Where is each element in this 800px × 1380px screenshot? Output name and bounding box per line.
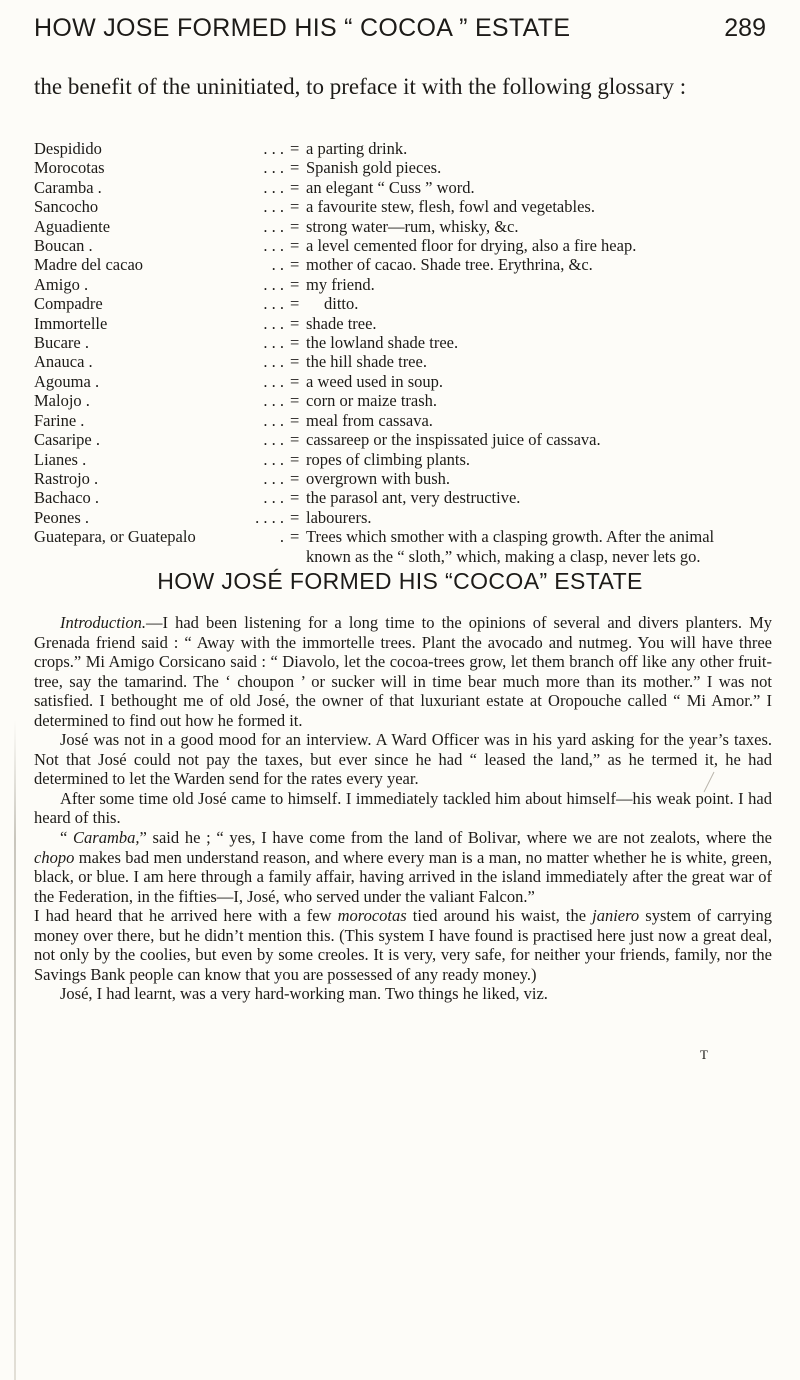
glossary-term: Amigo . [34,274,89,294]
dot-leader: . . . . [255,507,284,527]
glossary-term-cell [34,314,290,333]
glossary-definition: ditto. [324,294,359,314]
glossary-term: Compadre [34,294,103,314]
glossary-term-cell [34,450,290,469]
glossary-entry [34,275,774,294]
italic-word: morocotas [337,906,407,926]
glossary-definition: Trees which smother with a clasping growth. After the animal known as the “ sloth,” which, making a clasp, never lets go. [306,527,715,566]
glossary-term: Farine . [34,410,85,430]
equals-sign: = [290,352,300,372]
glossary-entry [34,236,774,255]
glossary-entry [34,508,774,527]
section-title: HOW JOSÉ FORMED HIS “COCOA” ESTATE [157,568,643,594]
glossary-definition: a favourite stew, flesh, fowl and vegetables. [306,197,595,217]
equals-sign: = [290,139,300,158]
glossary-term-cell [34,411,290,430]
dot-leader: . . . [263,430,284,450]
equals-sign: = [290,216,300,236]
glossary-definition: cassareep or the inspissated juice of cassava. [306,430,601,450]
equals-sign: = [290,177,300,197]
dot-leader: . . . [263,488,284,508]
glossary-entry [34,314,774,333]
glossary-term: Aguadiente [34,216,111,236]
dot-leader: . . . [263,274,284,294]
dot-leader: . . . [263,410,284,430]
glossary-term: Casaripe . [34,430,100,450]
glossary-term-cell [34,488,290,507]
glossary-definition: labourers. [306,507,372,527]
glossary-term-cell [34,391,290,410]
body-text [34,613,772,1004]
glossary-term: Caramba . [34,177,102,197]
paragraph-text: —I had been listening for a long time to the opinions of several and divers planters. My Grenada friend said : “ Away with the immortelle trees. Plant the avocado and nutmeg. You will have three crops.” Mi Amigo Corsicano said : “ Diavolo, let the cocoa-trees grow, let them branch off like any other fruit-tree, say the tamarind. The ‘ choupon ’ or sucker will in time bear much more than its mother.” I was not satisfied. I bethought me of old José, the owner of that luxuriant estate at Oropouche called “ Mi Amor.” I determined to find out how he formed it. [34,613,772,730]
page-edge-shadow [14,720,16,1380]
glossary-term: Boucan . [34,236,93,256]
paragraph-ward-officer: José was not in a good mood for an interview. A Ward Officer was in his yard asking for the year’s taxes. Not that José could not pay the taxes, but ever since he had “ leased the land,” as he termed it, he had determined to let the Warden send for the rates every year. [34,730,772,789]
glossary-entry [34,527,774,566]
paragraph-morocotas [34,906,772,984]
dot-leader: . . . [263,352,284,372]
glossary-term-cell [34,217,290,236]
dot-leader: . [279,527,284,547]
glossary-term-cell [34,294,290,313]
glossary-term: Lianes . [34,449,87,469]
glossary-entry [34,411,774,430]
equals-sign: = [290,333,300,353]
glossary-entry [34,450,774,469]
glossary-entry [34,255,774,274]
glossary-term-cell [34,236,290,255]
glossary-term: Immortelle [34,313,108,333]
glossary-definition: a parting drink. [306,139,408,158]
glossary-term-cell [34,158,290,177]
glossary-entry [34,197,774,216]
glossary-term-cell [34,469,290,488]
glossary-term-cell [34,255,290,274]
signature-mark: T [700,1047,708,1062]
glossary-term: Madre del cacao [34,255,144,275]
glossary-entry [34,488,774,507]
glossary-definition: a weed used in soup. [306,371,444,391]
introduction-label: Introduction. [60,613,147,632]
glossary-term-cell [34,275,290,294]
italic-word: chopo [34,847,75,867]
glossary-definition: ropes of climbing plants. [306,449,471,469]
glossary-term: Morocotas [34,158,105,178]
glossary-entry [34,391,774,410]
glossary-term: Despidido [34,139,102,158]
running-title: HOW JOSE FORMED HIS “ COCOA ” ESTATE [34,14,571,42]
glossary-term: Malojo . [34,391,90,411]
glossary-entry [34,430,774,449]
equals-sign: = [290,391,300,411]
glossary-term-cell [34,508,290,527]
glossary-term: Guatepara, or Guatepalo [34,527,196,547]
dot-leader: . . . [263,468,284,488]
glossary-entry [34,333,774,352]
glossary-entry [34,469,774,488]
dot-leader: . . . [263,158,284,178]
dot-leader: . . . [263,236,284,256]
glossary-definition: shade tree. [306,313,377,333]
glossary-definition: strong water—rum, whisky, &c. [306,216,519,236]
paragraph-text: tied around his waist, the [406,906,593,926]
equals-sign: = [290,410,300,430]
glossary-entry [34,294,774,313]
glossary-term-cell [34,178,290,197]
glossary-list [34,139,774,566]
glossary-definition: corn or maize trash. [306,391,438,411]
dot-leader: . . . [263,449,284,469]
dot-leader: . . . [263,294,284,314]
paragraph-hard-working: José, I had learnt, was a very hard-working man. Two things he liked, viz. [60,984,548,1004]
glossary-term: Peones . [34,507,89,527]
equals-sign: = [290,488,300,508]
equals-sign: = [290,274,300,294]
running-head [34,14,766,50]
glossary-definition: meal from cassava. [306,410,433,430]
equals-sign: = [290,255,300,275]
glossary-term-cell [34,352,290,371]
glossary-definition: overgrown with bush. [306,468,451,488]
equals-sign: = [290,197,300,217]
paragraph-text: system of carrying money over there, but he didn’t mention this. (This system I have found is practised here just now a great deal, not only by the coolies, but even by some creoles. It is very, very safe, for neither your friends, family, nor the Savings Bank people can know that you are possessed of any ready money.) [34,906,772,984]
dot-leader: . . . [263,216,284,236]
glossary-term: Rastrojo . [34,468,99,488]
glossary-term-cell [34,139,290,158]
paragraph-introduction [34,613,772,730]
glossary-definition: my friend. [306,274,375,294]
paragraph-bolivar [34,828,772,906]
glossary-definition: a level cemented floor for drying, also a fire heap. [306,236,637,256]
dot-leader: . . . [263,197,284,217]
lead-paragraph: the benefit of the uninitiated, to preface it with the following glossary : [34,74,687,99]
equals-sign: = [290,313,300,333]
glossary-entry [34,178,774,197]
glossary-entry [34,372,774,391]
dot-leader: . . . [263,371,284,391]
dot-leader: . . . [263,391,284,411]
equals-sign: = [290,449,300,469]
italic-word: Caramba, [73,828,140,848]
italic-word: janiero [592,906,640,926]
equals-sign: = [290,158,300,178]
glossary-term-cell [34,527,290,566]
glossary-term-cell [34,430,290,449]
glossary-entry [34,158,774,177]
glossary-definition: the parasol ant, very destructive. [306,488,521,508]
glossary-definition: Spanish gold pieces. [306,158,442,178]
glossary-term: Bucare . [34,333,89,353]
equals-sign: = [290,430,300,450]
glossary-term: Agouma . [34,371,100,391]
dot-leader: . . . [263,333,284,353]
equals-sign: = [290,468,300,488]
dot-leader: . . . [263,313,284,333]
glossary-term: Anauca . [34,352,93,372]
paragraph-text: makes bad men understand reason, and where every man is a man, no matter whether he is white, green, black, or blue. I am here through a family affair, having arrived in the island immediately after the great war of the Federation, in the fifties—I, José, who served under the valiant Falcon.” [34,847,772,906]
equals-sign: = [290,371,300,391]
equals-sign: = [290,236,300,256]
paragraph-text: “ [60,828,74,848]
dot-leader: . . [271,255,284,275]
glossary-definition: the hill shade tree. [306,352,427,372]
equals-sign: = [290,507,300,527]
paragraph-text: ” said he ; “ yes, I have come from the land of Bolivar, where we are not zealots, where the [139,828,772,848]
glossary-entry [34,217,774,236]
equals-sign: = [290,294,300,314]
paragraph-weak-point: After some time old José came to himself. I immediately tackled him about himself—his weak point. I had heard of this. [34,788,772,828]
dot-leader: . . . [263,177,284,197]
paragraph-text: I had heard that he arrived here with a few [34,906,338,926]
paper-scuff-mark [702,770,716,794]
glossary-term-cell [34,372,290,391]
glossary-definition: the lowland shade tree. [306,333,459,353]
glossary-term: Bachaco . [34,488,100,508]
dot-leader: . . . [263,139,284,158]
page-number: 289 [724,14,766,42]
equals-sign: = [290,527,300,547]
glossary-entry [34,139,774,158]
glossary-term-cell [34,197,290,216]
glossary-term-cell [34,333,290,352]
glossary-term: Sancocho [34,197,99,217]
glossary-definition: mother of cacao. Shade tree. Erythrina, &c. [306,255,593,275]
glossary-entry [34,352,774,371]
glossary-definition: an elegant “ Cuss ” word. [306,177,475,197]
